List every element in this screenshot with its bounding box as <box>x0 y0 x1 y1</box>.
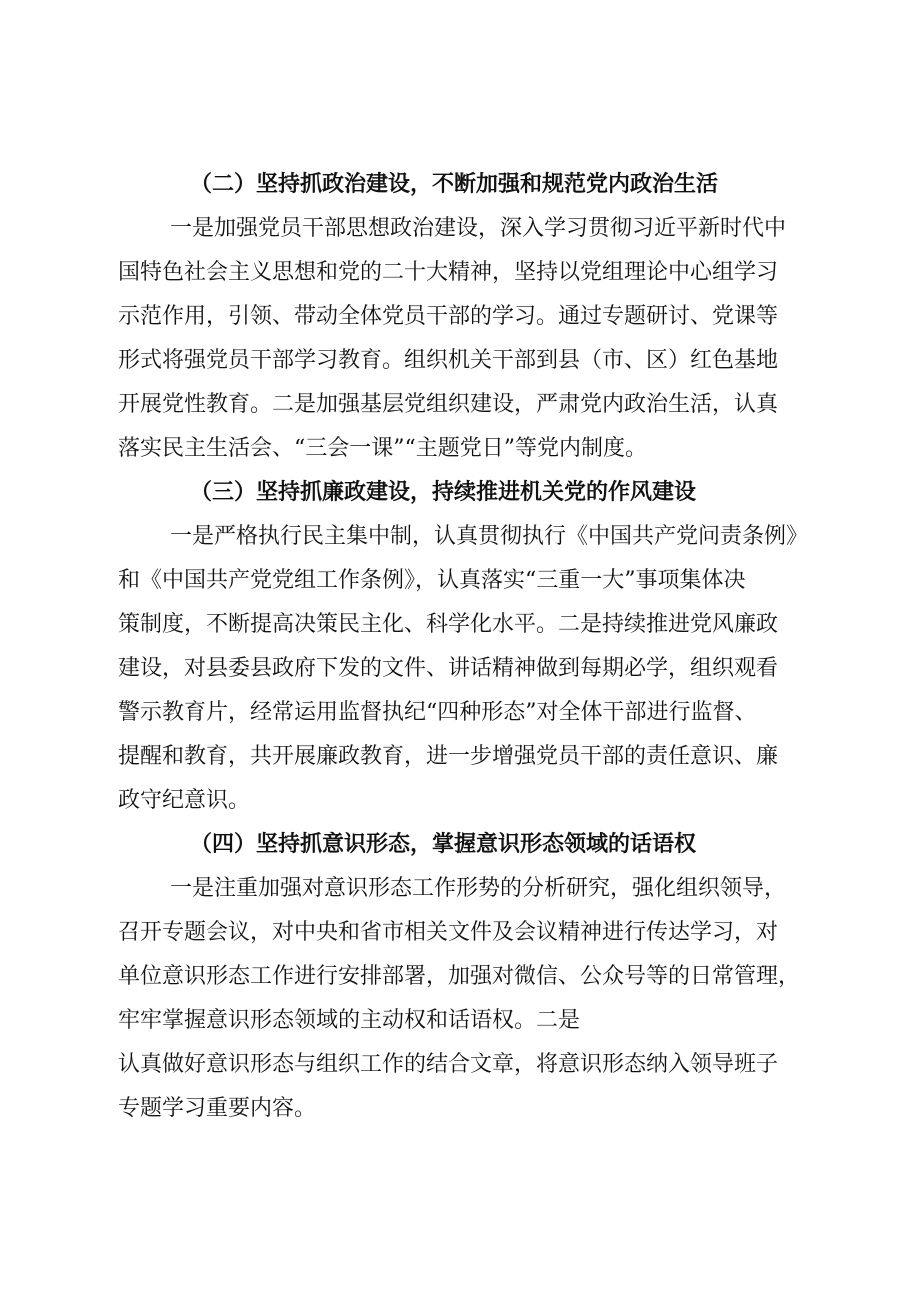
paragraph-line: 开展党性教育。二是加强基层党组织建设，严肃党内政治生活，认真 <box>118 392 779 417</box>
paragraph-line: 专题学习重要内容。 <box>118 1096 317 1121</box>
paragraph-line: 示范作用，引领、带动全体党员干部的学习。通过专题研讨、党课等 <box>118 304 779 329</box>
section-heading: （二）坚持抓政治建设，不断加强和规范党内政治生活 <box>190 172 719 197</box>
paragraph-line: 认真做好意识形态与组织工作的结合文章，将意识形态纳入领导班子 <box>118 1052 779 1077</box>
paragraph-line: 单位意识形态工作进行安排部署，加强对微信、公众号等的日常管理， <box>118 964 801 989</box>
paragraph-line: 一是严格执行民主集中制，认真贯彻执行《中国共产党问责条例》 <box>170 524 809 549</box>
paragraph-line: 一是加强党员干部思想政治建设，深入学习贯彻习近平新时代中 <box>170 216 787 241</box>
paragraph-line: 策制度，不断提高决策民主化、科学化水平。二是持续推进党风廉政 <box>118 612 779 637</box>
paragraph-line: 一是注重加强对意识形态工作形势的分析研究，强化组织领导， <box>170 876 787 901</box>
paragraph-line: 国特色社会主义思想和党的二十大精神，坚持以党组理论中心组学习 <box>118 260 779 285</box>
paragraph-line: 建设，对县委县政府下发的文件、讲话精神做到每期必学，组织观看 <box>118 656 779 681</box>
paragraph-line: 和《中国共产党党组工作条例》，认真落实“三重一大”事项集体决 <box>118 568 746 593</box>
paragraph-line: 牢牢掌握意识形态领域的主动权和话语权。二是 <box>118 1008 581 1033</box>
paragraph-line: 政守纪意识。 <box>118 788 251 813</box>
section-heading: （三）坚持抓廉政建设，持续推进机关党的作风建设 <box>190 480 697 505</box>
paragraph-line: 警示教育片，经常运用监督执纪“四种形态”对全体干部进行监督、 <box>118 700 757 725</box>
paragraph-line: 召开专题会议，对中央和省市相关文件及会议精神进行传达学习，对 <box>118 920 779 945</box>
paragraph-line: 形式将强党员干部学习教育。组织机关干部到县（市、区）红色基地 <box>118 348 779 373</box>
paragraph-line: 提醒和教育，共开展廉政教育，进一步增强党员干部的责任意识、廉 <box>118 744 779 769</box>
section-heading: （四）坚持抓意识形态，掌握意识形态领域的话语权 <box>190 832 697 857</box>
paragraph-line: 落实民主生活会、“三会一课”“主题党日”等党内制度。 <box>118 436 647 461</box>
